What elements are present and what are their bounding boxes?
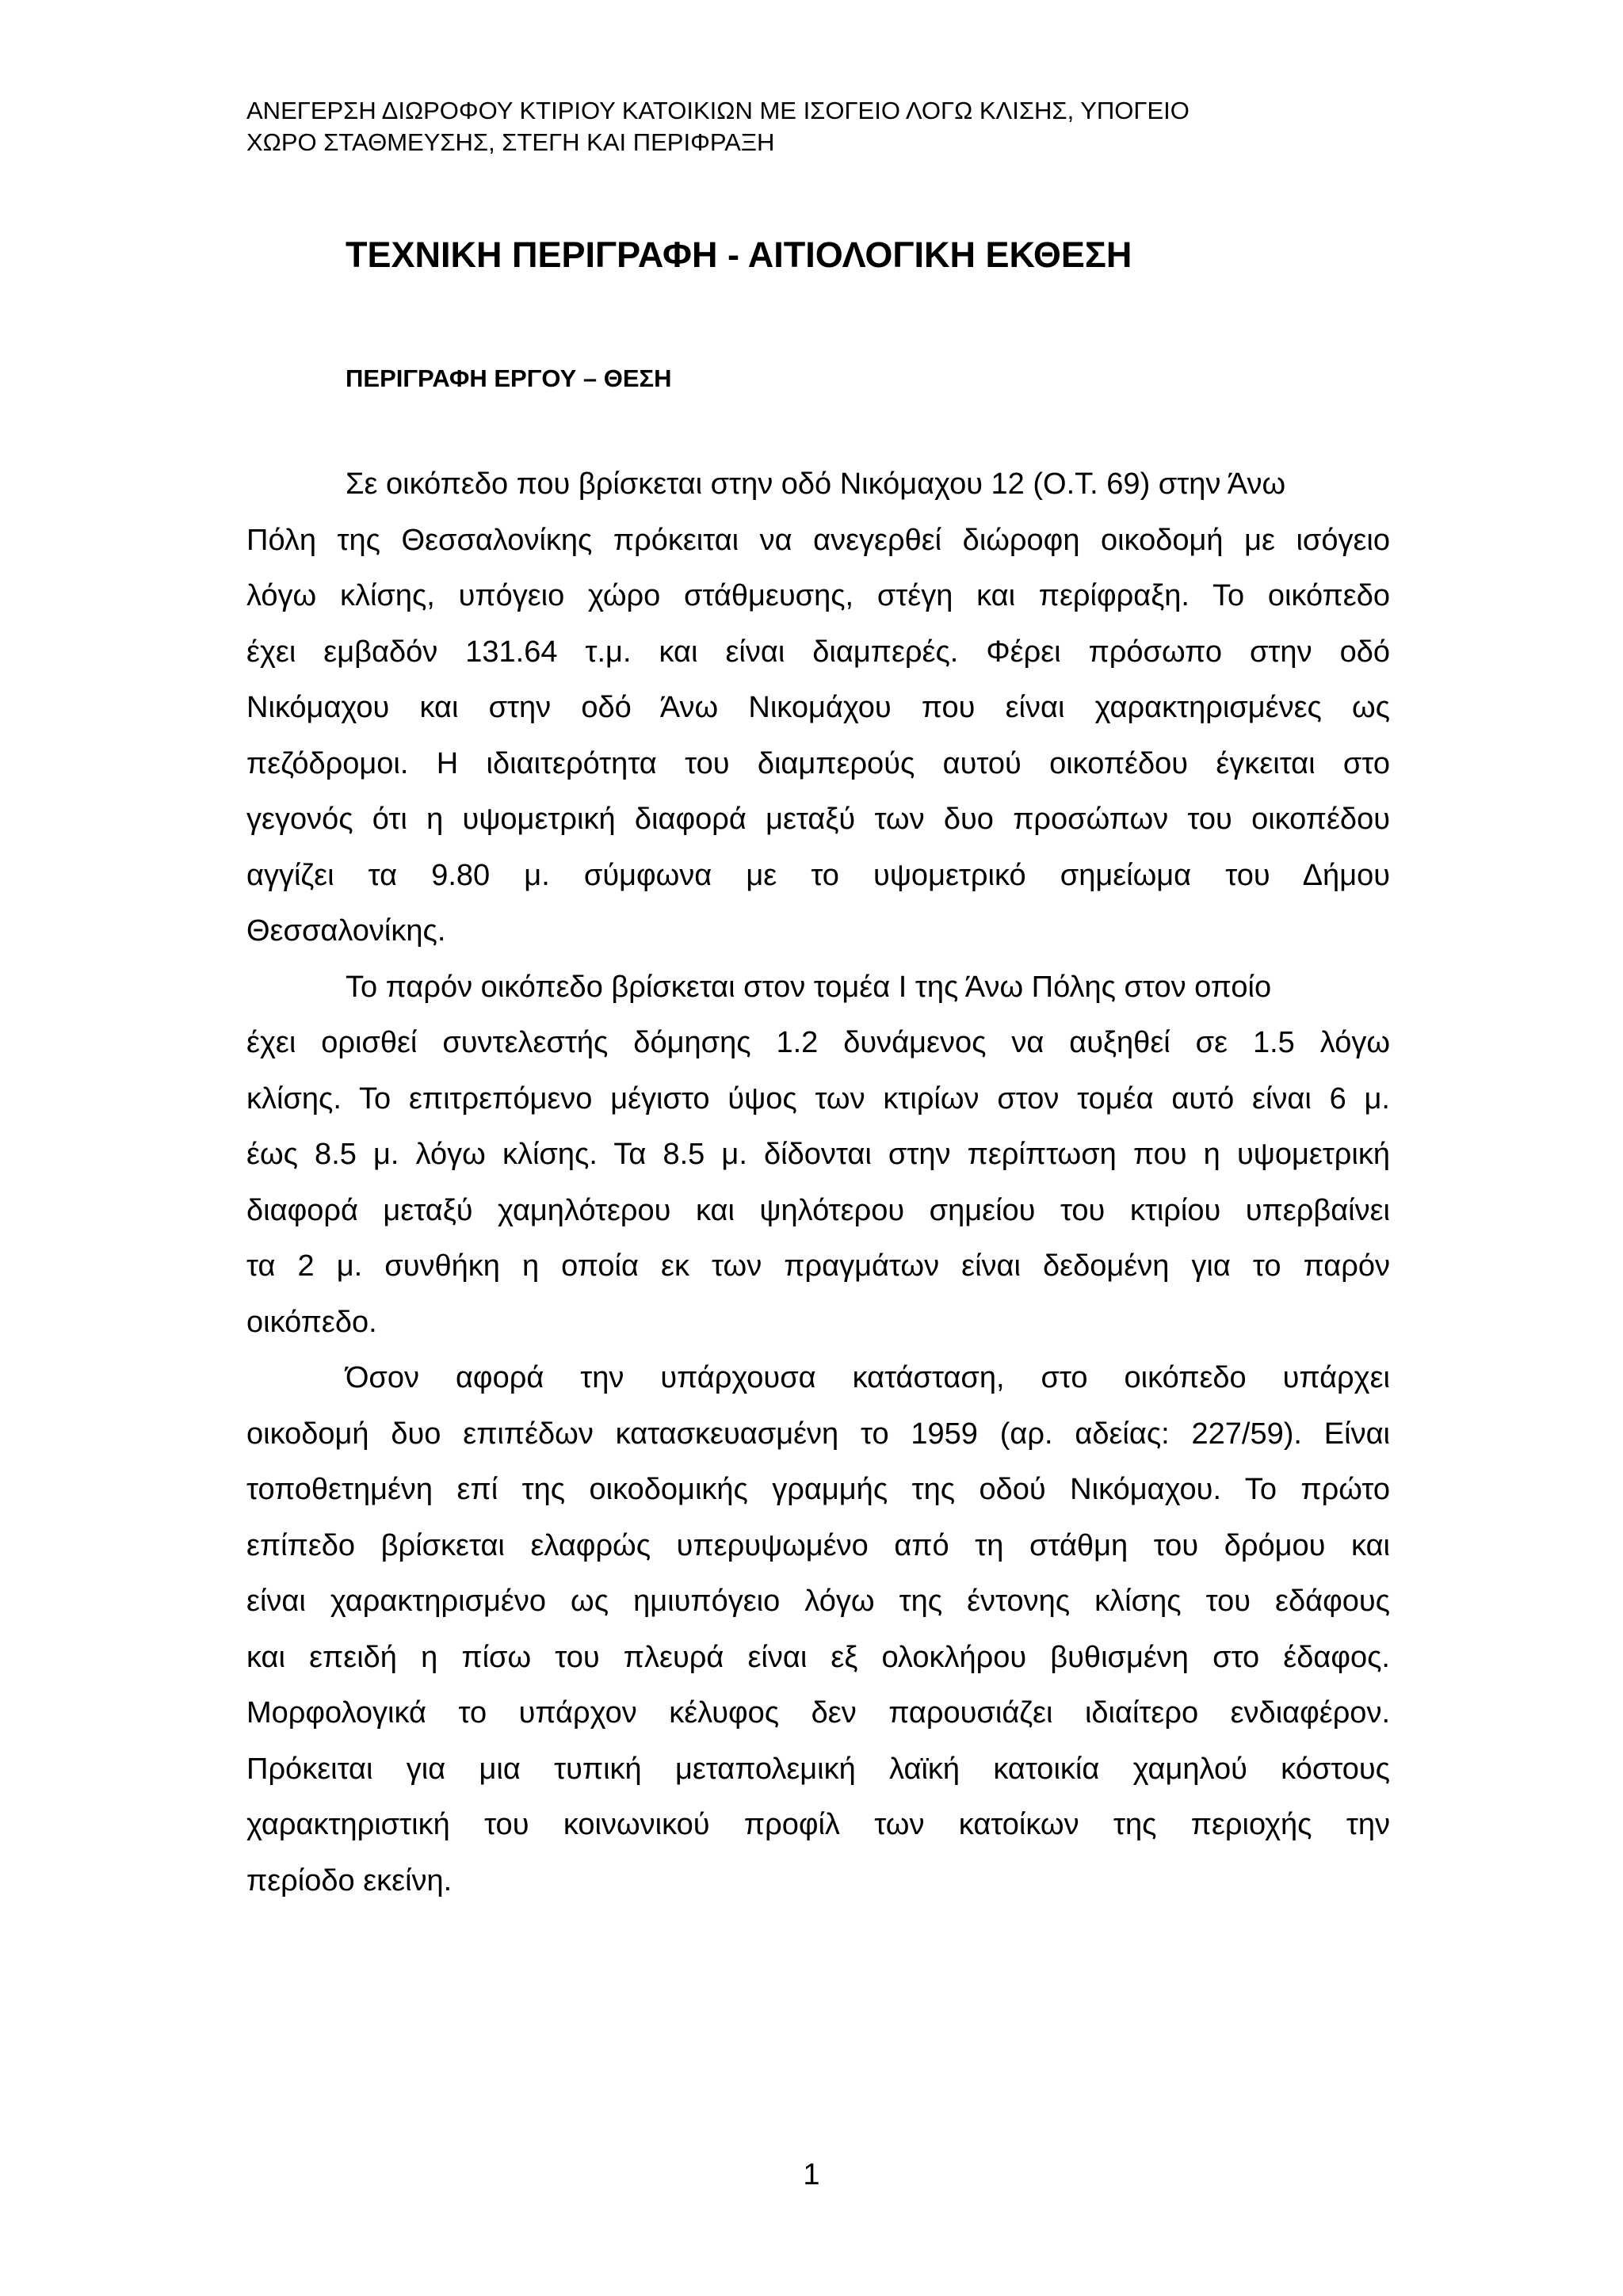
- text-line: Όσον αφορά την υπάρχουσα κατάσταση, στο οικόπεδο υπάρχει: [346, 1361, 1390, 1394]
- text-line: Το παρόν οικόπεδο βρίσκεται στον τομέα Ι της Άνω Πόλης στον οποίο: [346, 970, 1272, 1004]
- text-line: Νικόμαχου και στην οδό Άνω Νικομάχου που είναι χαρακτηρισμένες ως: [246, 691, 1390, 724]
- paragraph-3: [246, 1350, 1390, 1909]
- section-heading: ΠΕΡΙΓΡΑΦΗ ΕΡΓΟΥ – ΘΕΣΗ: [346, 364, 672, 392]
- text-line: Πρόκειται για μια τυπική μεταπολεμική λαϊκή κατοικία χαμηλού κόστους: [246, 1752, 1390, 1786]
- text-line: είναι χαρακτηρισμένο ως ημιυπόγειο λόγω της έντονης κλίσης του εδάφους: [246, 1585, 1390, 1618]
- text-line: Πόλη της Θεσσαλονίκης πρόκειται να ανεγερθεί διώροφη οικοδομή με ισόγειο: [246, 523, 1390, 557]
- text-line: διαφορά μεταξύ χαμηλότερου και ψηλότερου σημείου του κτιρίου υπερβαίνει: [246, 1193, 1390, 1227]
- text-line: αγγίζει τα 9.80 μ. σύμφωνα με το υψομετρικό σημείωμα του Δήμου: [246, 858, 1390, 892]
- text-line: οικόπεδο.: [246, 1305, 377, 1339]
- text-line: λόγω κλίσης, υπόγειο χώρο στάθμευσης, στέγη και περίφραξη. Το οικόπεδο: [246, 579, 1390, 612]
- text-line: έχει εμβαδόν 131.64 τ.μ. και είναι διαμπερές. Φέρει πρόσωπο στην οδό: [246, 635, 1390, 669]
- body-text: [246, 456, 1390, 1909]
- document-title: ΤΕΧΝΙΚΗ ΠΕΡΙΓΡΑΦΗ - ΑΙΤΙΟΛΟΓΙΚΗ ΕΚΘΕΣΗ: [346, 235, 1132, 275]
- text-line: και επειδή η πίσω του πλευρά είναι εξ ολοκλήρου βυθισμένη στο έδαφος.: [246, 1640, 1390, 1674]
- running-header-line: ΧΩΡΟ ΣΤΑΘΜΕΥΣΗΣ, ΣΤΕΓΗ ΚΑΙ ΠΕΡΙΦΡΑΞΗ: [246, 128, 775, 156]
- text-line: Σε οικόπεδο που βρίσκεται στην οδό Νικόμαχου 12 (Ο.Τ. 69) στην Άνω: [346, 467, 1286, 501]
- text-line: κλίσης. Το επιτρεπόμενο μέγιστο ύψος των κτιρίων στον τομέα αυτό είναι 6 μ.: [246, 1081, 1390, 1116]
- text-line: Θεσσαλονίκης.: [246, 914, 446, 948]
- text-line: Μορφολογικά το υπάρχον κέλυφος δεν παρουσιάζει ιδιαίτερο ενδιαφέρον.: [246, 1696, 1390, 1730]
- paragraph-2: [246, 959, 1390, 1351]
- text-line: έχει ορισθεί συντελεστής δόμησης 1.2 δυνάμενος να αυξηθεί σε 1.5 λόγω: [246, 1026, 1390, 1059]
- text-line: πεζόδρομοι. Η ιδιαιτερότητα του διαμπερούς αυτού οικοπέδου έγκειται στο: [246, 746, 1390, 780]
- text-line: τοποθετημένη επί της οικοδομικής γραμμής της οδού Νικόμαχου. Το πρώτο: [246, 1473, 1390, 1506]
- paragraph-1: [246, 456, 1390, 959]
- text-line: τα 2 μ. συνθήκη η οποία εκ των πραγμάτων είναι δεδομένη για το παρόν: [246, 1249, 1390, 1283]
- running-header: [246, 95, 1396, 158]
- text-line: επίπεδο βρίσκεται ελαφρώς υπερυψωμένο από τη στάθμη του δρόμου και: [246, 1528, 1390, 1562]
- running-header-line: ΑΝΕΓΕΡΣΗ ΔΙΩΡΟΦΟΥ ΚΤΙΡΙΟΥ ΚΑΤΟΙΚΙΩΝ ΜΕ ΙΣΟΓΕΙΟ ΛΟΓΩ ΚΛΙΣΗΣ, ΥΠΟΓΕΙΟ: [246, 97, 1190, 124]
- text-line: χαρακτηριστική του κοινωνικού προφίλ των κατοίκων της περιοχής την: [246, 1808, 1390, 1841]
- text-line: περίοδο εκείνη.: [246, 1863, 453, 1897]
- page-number: 1: [803, 2158, 820, 2191]
- text-line: έως 8.5 μ. λόγω κλίσης. Τα 8.5 μ. δίδονται στην περίπτωση που η υψομετρική: [246, 1138, 1390, 1171]
- text-line: γεγονός ότι η υψομετρική διαφορά μεταξύ των δυο προσώπων του οικοπέδου: [246, 803, 1390, 836]
- text-line: οικοδομή δυο επιπέδων κατασκευασμένη το 1959 (αρ. αδείας: 227/59). Είναι: [246, 1417, 1390, 1451]
